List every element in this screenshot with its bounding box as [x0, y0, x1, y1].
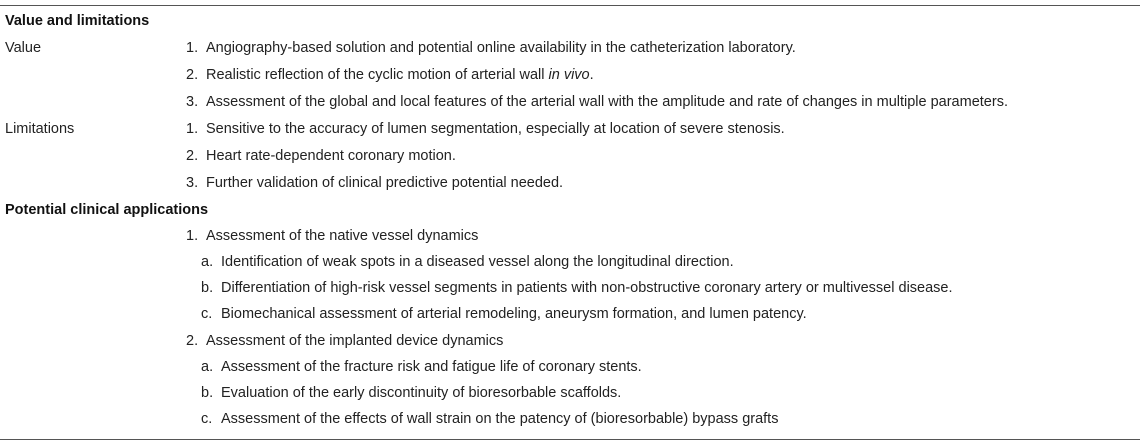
subitem-letter: c.: [201, 411, 213, 427]
table-bottom-rule: [0, 439, 1140, 440]
item-number: 1.: [186, 121, 199, 137]
item-text: Sensitive to the accuracy of lumen segmentation, especially at location of severe stenosis.: [206, 121, 785, 137]
item-number: 3.: [186, 175, 199, 191]
table-row: [0, 249, 1140, 275]
subitem-letter: b.: [201, 385, 214, 401]
item-text: Further validation of clinical predictive potential needed.: [206, 175, 564, 191]
table-row: [0, 143, 1140, 169]
subitem-letter: c.: [201, 306, 213, 322]
item-text: Assessment of the native vessel dynamics: [206, 228, 479, 244]
table-row: [0, 62, 1140, 88]
item-text: [206, 62, 594, 88]
item-text: Assessment of the global and local features of the arterial wall with the amplitude and rate of changes in multiple parameters.: [206, 94, 1008, 110]
item-number: 2.: [186, 333, 199, 349]
table-row: [0, 301, 1140, 327]
subitem-text: Biomechanical assessment of arterial remodeling, aneurysm formation, and lumen patency.: [221, 306, 807, 322]
subitem-letter: b.: [201, 280, 214, 296]
item-number: 2.: [186, 67, 199, 83]
section-heading-clinical-applications: Potential clinical applications: [5, 202, 209, 218]
section-header-row: [0, 197, 1140, 223]
table-row: [0, 170, 1140, 196]
subitem-letter: a.: [201, 359, 214, 375]
table-row: [0, 354, 1140, 380]
subitem-text: Assessment of the fracture risk and fatigue life of coronary stents.: [221, 359, 642, 375]
item-number: 1.: [186, 228, 199, 244]
item-number: 2.: [186, 148, 199, 164]
subitem-text: Identification of weak spots in a diseased vessel along the longitudinal direction.: [221, 254, 734, 270]
item-number: 3.: [186, 94, 199, 110]
table-top-rule: [0, 5, 1140, 6]
table-row: [0, 116, 1140, 142]
table-row: [0, 223, 1140, 249]
item-text-start: Realistic reflection of the cyclic motion of arterial wall: [206, 67, 549, 83]
table-row: [0, 380, 1140, 406]
subitem-text: Assessment of the effects of wall strain on the patency of (bioresorbable) bypass grafts: [221, 411, 779, 427]
row-label-value: Value: [5, 40, 42, 56]
table-row: [0, 328, 1140, 354]
item-text: Angiography-based solution and potential online availability in the catheterization laboratory.: [206, 40, 796, 56]
section-header-row: [0, 8, 1140, 34]
item-number: 1.: [186, 40, 199, 56]
table-row: [0, 406, 1140, 432]
table-row: [0, 89, 1140, 115]
item-text-end: .: [589, 67, 594, 83]
subitem-text: Differentiation of high-risk vessel segments in patients with non-obstructive coronary artery or multivessel disease.: [221, 280, 953, 296]
table-row: [0, 275, 1140, 301]
item-text: Assessment of the implanted device dynamics: [206, 333, 504, 349]
subitem-text: Evaluation of the early discontinuity of bioresorbable scaffolds.: [221, 385, 622, 401]
item-text: Heart rate-dependent coronary motion.: [206, 148, 456, 164]
section-heading-value-limitations: Value and limitations: [5, 13, 150, 29]
table-row: [0, 35, 1140, 61]
item-text-italic: in vivo: [548, 67, 590, 83]
subitem-letter: a.: [201, 254, 214, 270]
row-label-limitations: Limitations: [5, 121, 75, 137]
